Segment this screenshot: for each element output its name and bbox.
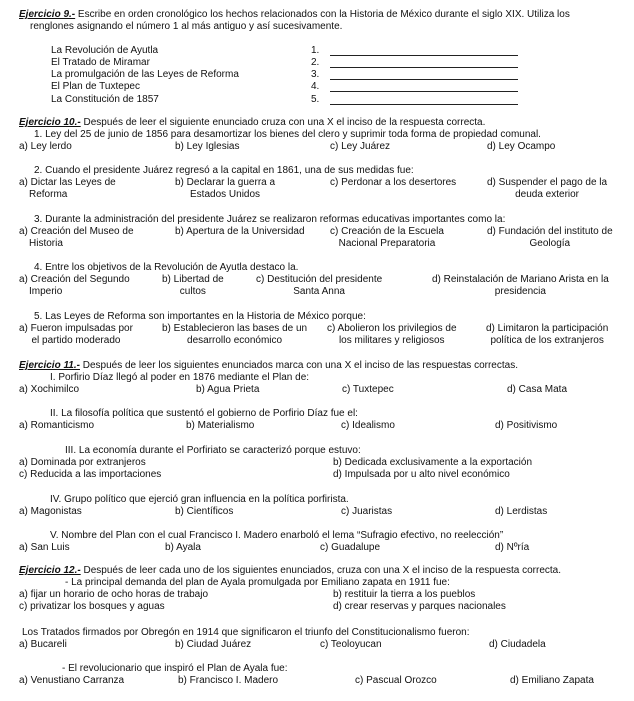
ej10-instructions: Ejercicio 10.- Después de leer el siguiente enunciado cruza con una X el inciso de la respuesta correcta. [19,117,486,128]
ej11-q3-option-d[interactable]: d) Impulsada por u alto nivel económico [333,469,510,480]
ej10-q2-option-a[interactable]: a) Dictar las Leyes de Reforma [19,177,116,200]
ej11-q5-option-c[interactable]: c) Guadalupe [320,542,381,553]
ej10-q1-option-d[interactable]: d) Ley Ocampo [487,141,556,152]
ej11-instructions: Ejercicio 11.- Después de leer los siguientes enunciados marca con una X el inciso de las respuestas correctas. [19,360,518,371]
ej11-q3-option-c[interactable]: c) Reducida a las importaciones [19,469,162,480]
ej10-q5-option-a[interactable]: a) Fueron impulsadas por el partido moderado [19,323,133,346]
ej11-q2-text: II. La filosofía política que sustentó el gobierno de Porfirio Díaz fue el: [50,408,358,419]
ej11-q2-option-d[interactable]: d) Positivismo [495,420,558,431]
ej12-q1-text: - La principal demanda del plan de Ayala promulgada por Emiliano zapata en 1911 fue: [65,577,450,588]
ej9-title: Ejercicio 9.- [19,9,76,20]
ej9-item-1: La Revolución de Ayutla [51,45,159,56]
ej10-q2-option-c[interactable]: c) Perdonar a los desertores [330,177,457,188]
ej10-q1-option-c[interactable]: c) Ley Juárez [330,141,391,152]
ej9-item-4: El Plan de Tuxtepec [51,81,140,92]
ej9-item-3: La promulgación de las Leyes de Reforma [51,69,239,80]
ej12-q2-text: Los Tratados firmados por Obregón en 1914 que significaron el triunfo del Constitucionalismo fueron: [22,627,470,638]
ej11-q5-option-b[interactable]: b) Ayala [165,542,201,553]
ej11-q5-text: V. Nombre del Plan con el cual Francisco I. Madero enarboló el lema “Sufragio efectivo, no reelección” [50,530,504,541]
ej11-q4-option-c[interactable]: c) Juaristas [341,506,393,517]
ej12-q2-option-c[interactable]: c) Teoloyucan [320,639,382,650]
ej11-q2-option-c[interactable]: c) Idealismo [341,420,395,431]
ej12-instructions: Ejercicio 12.- Después de leer cada uno de los siguientes enunciados, cruza con una X el inciso de la respuesta correcta. [19,565,561,576]
ej10-q3-option-a[interactable]: a) Creación del Museo de Historia [19,226,134,249]
ej10-title: Ejercicio 10.- [19,117,81,128]
ej9-answer-line-4[interactable] [330,91,518,92]
ej11-q3-text: III. La economía durante el Porfiriato se caracterizó porque estuvo: [65,445,361,456]
ej11-q4-option-b[interactable]: b) Científicos [175,506,234,517]
ej11-q3-option-a[interactable]: a) Dominada por extranjeros [19,457,146,468]
ej12-q3-option-c[interactable]: c) Pascual Orozco [355,675,437,686]
ej10-q4-option-c[interactable]: c) Destitución del presidente Santa Anna [256,274,383,297]
ej12-q3-option-a[interactable]: a) Venustiano Carranza [19,675,125,686]
ej11-q1-option-a[interactable]: a) Xochimilco [19,384,80,395]
ej12-q1-option-c[interactable]: c) privatizar los bosques y aguas [19,601,165,612]
ej12-q1-option-b[interactable]: b) restituir la tierra a los pueblos [333,589,476,600]
ej11-q3-option-b[interactable]: b) Dedicada exclusivamente a la exportación [333,457,532,468]
ej10-q3-option-c[interactable]: c) Creación de la Escuela Nacional Preparatoria [330,226,444,249]
ej10-q4-option-d[interactable]: d) Reinstalación de Mariano Arista en la presidencia [432,274,609,297]
ej11-q5-option-a[interactable]: a) San Luis [19,542,70,553]
ej11-q4-option-d[interactable]: d) Lerdistas [495,506,548,517]
ej12-q2-option-d[interactable]: d) Ciudadela [489,639,546,650]
ej9-answer-line-2[interactable] [330,67,518,68]
ej12-q1-option-d[interactable]: d) crear reservas y parques nacionales [333,601,506,612]
ej10-q5-option-b[interactable]: b) Establecieron las bases de un desarrollo económico [162,323,308,346]
ej9-number-4: 4. [311,81,320,92]
ej9-number-3: 3. [311,69,320,80]
ej9-number-5: 5. [311,94,320,105]
ej9-instr-line2: renglones asignando el número 1 al más antiguo y así sucesivamente. [30,21,343,32]
ej9-answer-line-5[interactable] [330,104,518,105]
ej11-title: Ejercicio 11.- [19,360,80,371]
ej12-q2-option-b[interactable]: b) Ciudad Juárez [175,639,252,650]
ej11-q5-option-d[interactable]: d) Nºría [495,542,530,553]
ej12-q3-option-b[interactable]: b) Francisco I. Madero [178,675,279,686]
ej11-q1-text: I. Porfirio Díaz llegó al poder en 1876 mediante el Plan de: [50,372,310,383]
ej11-q4-option-a[interactable]: a) Magonistas [19,506,82,517]
ej9-instructions [19,9,570,21]
ej10-q5-text: 5. Las Leyes de Reforma son importantes en la Historia de México porque: [34,311,366,322]
ej9-number-1: 1. [311,45,320,56]
ej11-q1-option-c[interactable]: c) Tuxtepec [342,384,394,395]
ej10-q2-text: 2. Cuando el presidente Juárez regresó a la capital en 1861, una de sus medidas fue: [34,165,414,176]
ej10-q2-option-d[interactable]: d) Suspender el pago de la deuda exterior [487,177,608,200]
ej10-q3-text: 3. Durante la administración del presidente Juárez se realizaron reformas educativas importantes como la: [34,214,506,225]
ej11-q4-text: IV. Grupo político que ejerció gran influencia en la política porfirista. [50,494,349,505]
ej10-q1-text: 1. Ley del 25 de junio de 1856 para desamortizar los bienes del clero y suprimir toda forma de propiedad comunal. [34,129,541,140]
ej10-q4-text: 4. Entre los objetivos de la Revolución de Ayutla destaco la. [34,262,299,273]
ej10-q2-option-b[interactable]: b) Declarar la guerra a Estados Unidos [175,177,276,200]
ej11-q1-option-d[interactable]: d) Casa Mata [507,384,568,395]
ej9-instr-line1: Escribe en orden cronológico los hechos relacionados con la Historia de México durante el siglo XIX. Utiliza los [75,9,570,20]
ej10-q3-option-b[interactable]: b) Apertura de la Universidad [175,226,305,237]
ej11-q2-option-a[interactable]: a) Romanticismo [19,420,95,431]
ej10-q4-option-a[interactable]: a) Creación del Segundo Imperio [19,274,130,297]
ej12-title: Ejercicio 12.- [19,565,81,576]
ej10-q3-option-d[interactable]: d) Fundación del instituto de Geología [487,226,613,249]
ej9-answer-line-1[interactable] [330,55,518,56]
ej12-q2-option-a[interactable]: a) Bucareli [19,639,67,650]
ej10-q1-option-b[interactable]: b) Ley Iglesias [175,141,240,152]
ej12-q3-text: - El revolucionario que inspiró el Plan de Ayala fue: [62,663,288,674]
ej9-number-2: 2. [311,57,320,68]
ej9-answer-line-3[interactable] [330,79,518,80]
ej12-q3-option-d[interactable]: d) Emiliano Zapata [510,675,594,686]
ej10-q4-option-b[interactable]: b) Libertad de cultos [162,274,224,297]
ej9-item-2: El Tratado de Miramar [51,57,150,68]
ej10-q5-option-d[interactable]: d) Limitaron la participación política de los extranjeros [486,323,609,346]
ej11-q2-option-b[interactable]: b) Materialismo [186,420,255,431]
ej10-q1-option-a[interactable]: a) Ley lerdo [19,141,72,152]
ej12-q1-option-a[interactable]: a) fijar un horario de ocho horas de trabajo [19,589,209,600]
ej9-item-5: La Constitución de 1857 [51,94,159,105]
ej11-q1-option-b[interactable]: b) Agua Prieta [196,384,260,395]
ej10-q5-option-c[interactable]: c) Abolieron los privilegios de los militares y religiosos [327,323,457,346]
